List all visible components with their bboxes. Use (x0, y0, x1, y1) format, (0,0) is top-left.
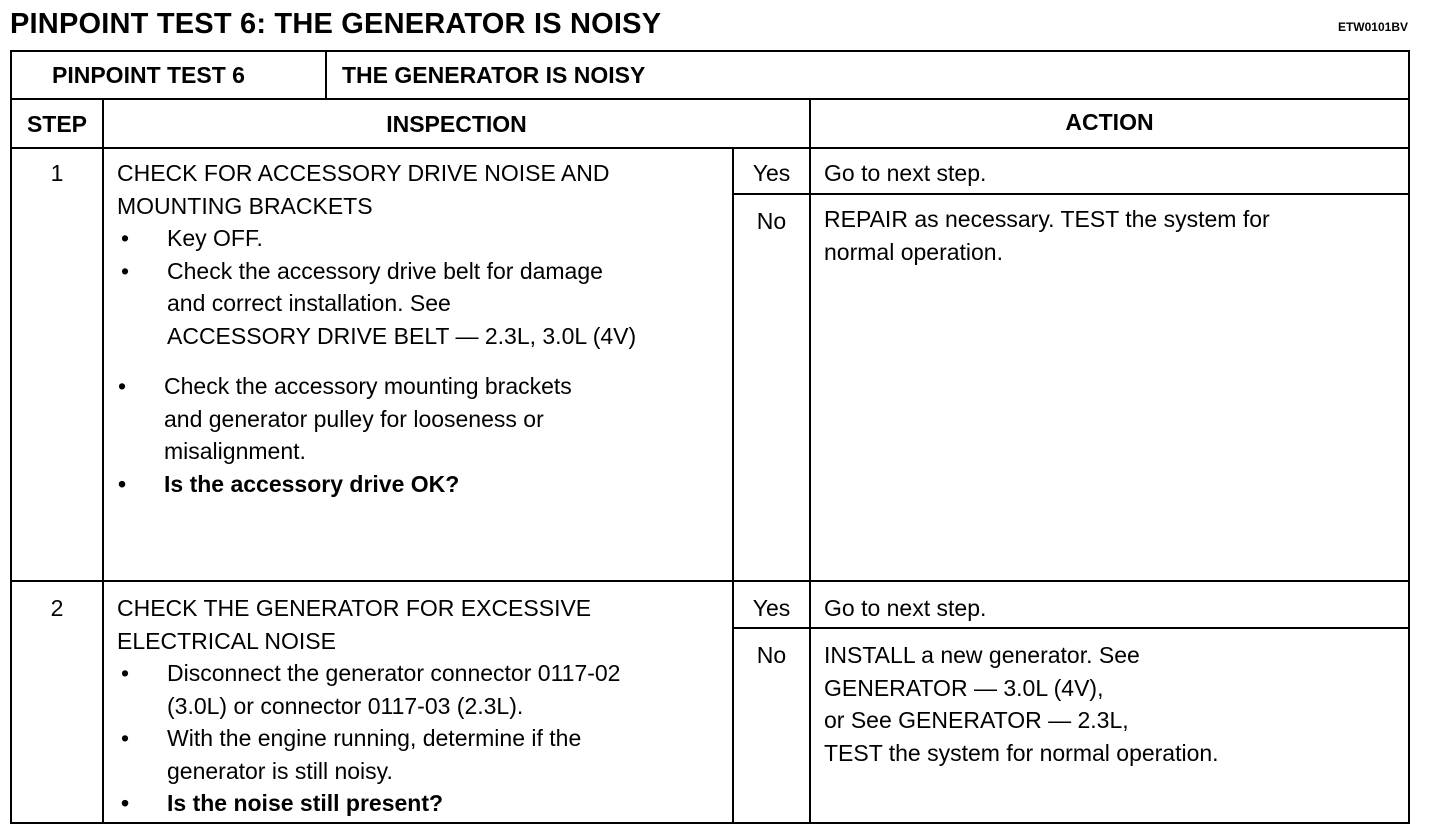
yes-action: Go to next step. (824, 160, 987, 186)
checklist-item: • Key OFF. (117, 222, 636, 255)
bullet-icon: • (121, 790, 130, 816)
test-label: PINPOINT TEST 6 (52, 62, 245, 88)
inspection-checklist (114, 370, 572, 500)
checklist-question: • Is the noise still present? (117, 787, 620, 820)
no-action: INSTALL a new generator. See GENERATOR — 3.0L (4V), or See GENERATOR — 2.3L, TEST the system for normal operation. (824, 642, 1219, 766)
checklist-item: • With the engine running, determine if the generator is still noisy. (117, 722, 620, 787)
rule-below-test-title (12, 98, 1408, 100)
inspection-checklist (117, 657, 620, 820)
figure-reference-code: ETW0101BV (1337, 20, 1408, 34)
header-step: STEP (26, 111, 88, 137)
bullet-icon: • (118, 470, 127, 497)
step-number: 1 (50, 160, 64, 186)
rule-step-column (102, 98, 104, 822)
checklist-item: • Disconnect the generator connector 0117-02 (3.0L) or connector 0117-03 (2.3L). (117, 657, 620, 722)
page-title: PINPOINT TEST 6: THE GENERATOR IS NOISY (10, 8, 662, 40)
rule-yes-no-column (732, 147, 734, 822)
checklist-item: • Check the accessory mounting brackets and generator pulley for looseness or misalignment. (114, 370, 572, 468)
checklist-item: • Check the accessory drive belt for damage and correct installation. See ACCESSORY DRIVE BELT — 2.3L, 3.0L (4V) (117, 255, 636, 353)
inspection-checklist (117, 222, 636, 352)
rule-below-column-headers (12, 147, 1408, 149)
yes-label: Yes (752, 595, 791, 621)
rule-step2-yes-no (732, 627, 1408, 629)
no-action: REPAIR as necessary. TEST the system for normal operation. (824, 206, 1270, 265)
header-inspection: INSPECTION (386, 111, 527, 137)
no-label: No (756, 642, 787, 668)
checklist-question: • Is the accessory drive OK? (114, 468, 572, 501)
pinpoint-test-table (10, 50, 1410, 824)
bullet-icon: • (121, 225, 130, 251)
rule-between-steps (12, 580, 1408, 582)
step-number: 2 (50, 595, 64, 621)
test-name: THE GENERATOR IS NOISY (342, 62, 646, 88)
no-label: No (756, 208, 787, 234)
header-action: ACTION (1065, 109, 1154, 135)
yes-action: Go to next step. (824, 595, 987, 621)
bullet-icon: • (118, 373, 127, 399)
rule-test-title-divider (325, 52, 327, 99)
bullet-icon: • (121, 660, 130, 686)
rule-action-column (809, 98, 811, 822)
bullet-icon: • (121, 725, 130, 751)
step-heading: CHECK FOR ACCESSORY DRIVE NOISE AND MOUNTING BRACKETS (117, 160, 610, 219)
step-heading: CHECK THE GENERATOR FOR EXCESSIVE ELECTRICAL NOISE (117, 595, 592, 654)
rule-step1-yes-no (732, 193, 1408, 195)
bullet-icon: • (121, 257, 130, 284)
yes-label: Yes (752, 160, 791, 186)
